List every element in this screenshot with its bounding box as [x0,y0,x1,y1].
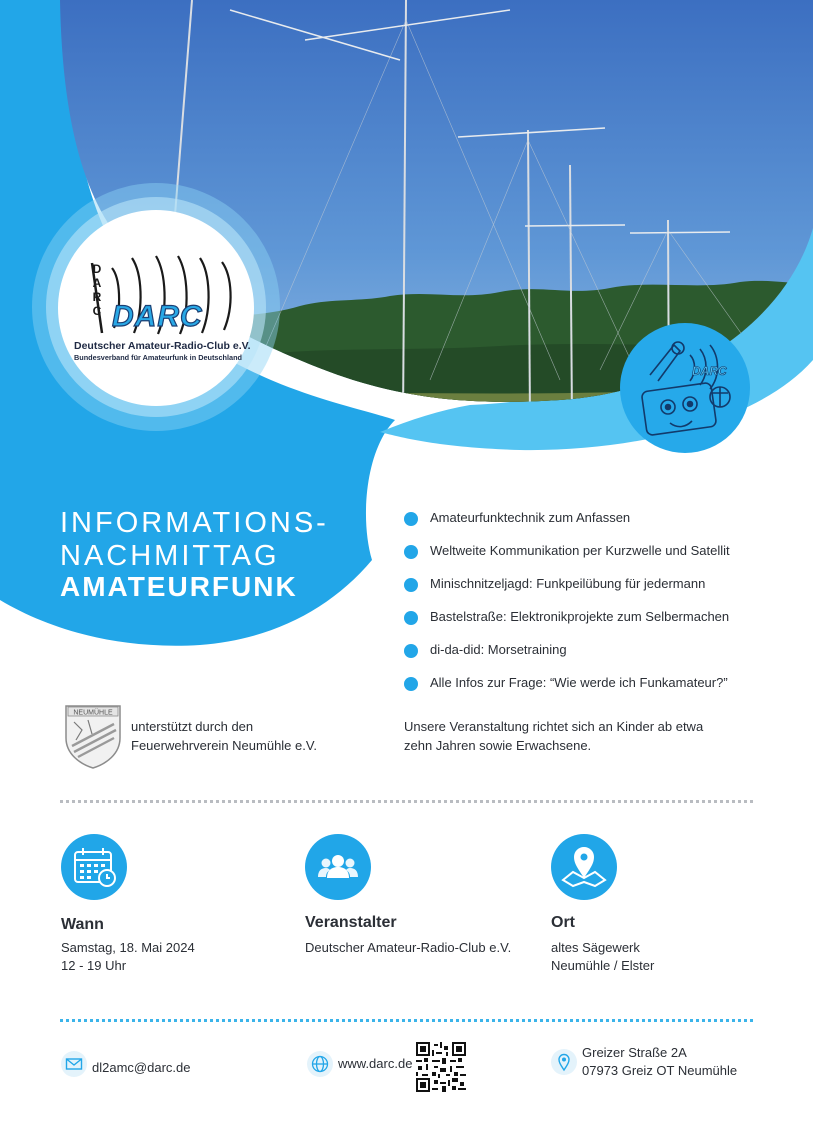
bullet-dot-icon [404,578,418,592]
audience-line-2: zehn Jahren sowie Erwachsene. [404,738,592,753]
when-time: 12 - 19 Uhr [61,958,127,973]
feature-item [403,674,773,707]
organizer-name: Deutscher Amateur-Radio-Club e.V. [305,940,512,955]
place-heading: Ort [551,914,575,931]
logo-letter-d: D [92,262,102,276]
address-icon-circle [551,1049,577,1075]
calendar-icon [61,834,127,900]
radio-mascot-icon [630,335,742,445]
feature-item [403,641,773,674]
bullet-dot-icon [404,512,418,526]
logo-letter-c: C [92,304,102,318]
organizer-heading: Veranstalter [305,914,397,931]
feature-text: Weltweite Kommunikation per Kurzwelle und Satellit [430,543,730,558]
website-link[interactable]: www.darc.de [338,1056,413,1071]
sponsor-line-2: Feuerwehrverein Neumühle e.V. [131,738,317,753]
feature-list [403,509,773,707]
mascot-label: DARC [692,364,727,378]
envelope-icon [61,1051,87,1077]
divider-top [60,800,753,803]
audience-note [404,717,764,755]
title-line-1: INFORMATIONS- [60,507,329,539]
title-line-3: AMATEURFUNK [60,571,298,602]
place-line-2: Neumühle / Elster [551,958,655,973]
email-icon-circle [61,1051,87,1077]
logo-wordmark: DARC [112,300,203,333]
logo-club-name: Deutscher Amateur-Radio-Club e.V. [74,340,251,352]
title-line-2: NACHMITTAG [60,540,280,572]
calendar-icon-circle [61,834,127,900]
people-icon [305,834,371,900]
address-line-2: 07973 Greiz OT Neumühle [582,1063,738,1078]
bullet-dot-icon [404,644,418,658]
logo-letter-a: A [92,276,102,290]
when-heading: Wann [61,916,104,933]
feature-text: Minischnitzeljagd: Funkpeilübung für jedermann [430,576,706,591]
people-icon-circle [305,834,371,900]
map-pin-icon-circle [551,834,617,900]
logo-letter-r: R [92,290,102,304]
audience-line-1: Unsere Veranstaltung richtet sich an Kinder ab etwa [404,719,704,734]
feature-text: di-da-did: Morsetraining [430,642,567,657]
feature-text: Bastelstraße: Elektronikprojekte zum Selbermachen [430,609,730,624]
web-icon-circle [307,1051,333,1077]
location-pin-icon [551,1049,577,1075]
when-date: Samstag, 18. Mai 2024 [61,940,195,955]
feature-item [403,608,773,641]
email-link[interactable]: dl2amc@darc.de [92,1060,191,1075]
feature-item [403,509,773,542]
map-pin-icon [551,834,617,900]
divider-bottom [60,1019,753,1022]
fire-brigade-crest-icon [62,700,124,770]
bullet-dot-icon [404,545,418,559]
bullet-dot-icon [404,677,418,691]
address-line-1: Greizer Straße 2A [582,1045,687,1060]
crest-text: NEUMÜHLE [73,709,113,717]
place-line-1: altes Sägewerk [551,940,640,955]
feature-item [403,542,773,575]
qr-code-icon[interactable] [416,1042,466,1092]
bullet-dot-icon [404,611,418,625]
feature-item [403,575,773,608]
feature-text: Amateurfunktechnik zum Anfassen [430,510,631,525]
sponsor-line-1: unterstützt durch den [131,719,254,734]
logo-letters [84,262,110,318]
feature-text: Alle Infos zur Frage: “Wie werde ich Funkamateur?” [430,675,728,690]
logo-club-subtitle: Bundesverband für Amateurfunk in Deutschland [74,353,242,362]
globe-icon [307,1051,333,1077]
sponsor-note [131,717,371,755]
